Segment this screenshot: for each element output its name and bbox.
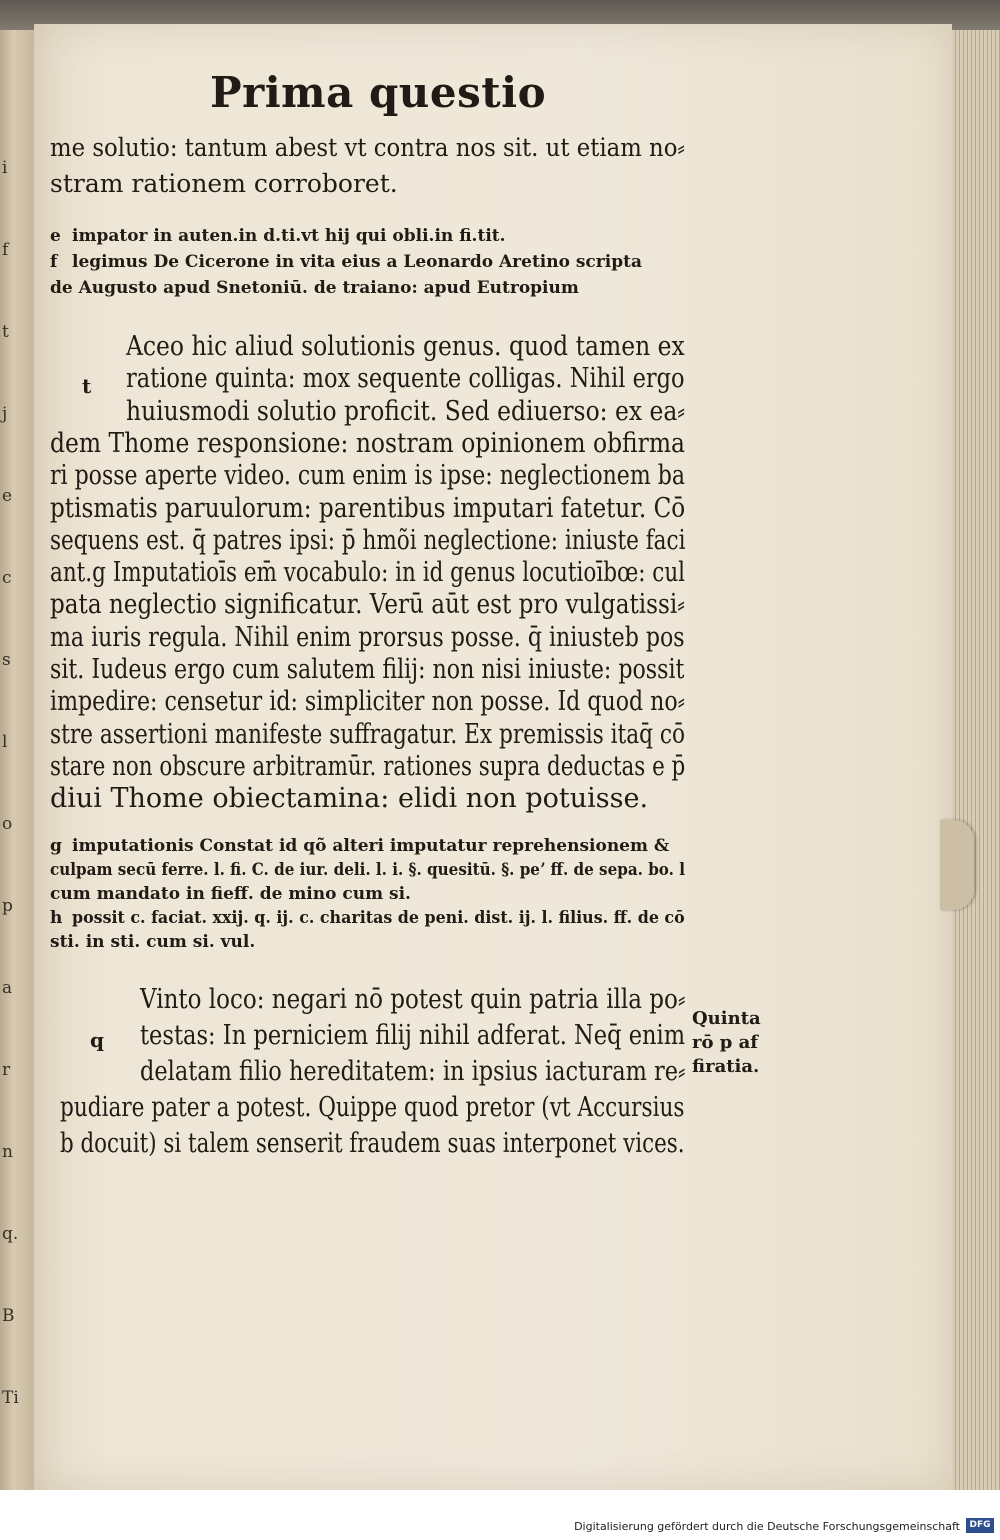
previous-leaf-text-fragment: t	[2, 322, 9, 342]
paragraph-line: stare non obscure arbitramūr. rationes supra deductas e p̄	[50, 750, 686, 782]
paragraph-line: ratione quinta: mox sequente colligas. Nihil ergo	[126, 363, 685, 395]
paragraph-line: sit. Iudeus ergo cum salutem filij: non nisi iniuste: possit	[50, 654, 685, 685]
paragraph-line: ant.g Imputatioīs em̄ vocabulo: in id genus locutioībœ: cul	[50, 557, 686, 589]
previous-leaf-text-fragment: Ti	[2, 1388, 19, 1408]
previous-leaf-text-fragment: q.	[2, 1224, 19, 1244]
paragraph-line: stre assertioni manifeste suffragatur. Ex premissis itaq̄ cō	[50, 718, 686, 750]
previous-leaf-text-fragment: n	[2, 1142, 13, 1162]
paragraph-line: huiusmodi solutio proficit. Sed ediuerso: ex ea⸗	[126, 395, 686, 427]
paragraph-line: sequens est. q̄ patres ipsi: p̄ hmõi neglectione: iniuste faci	[50, 524, 686, 556]
paragraph-line: testas: In perniciem filij nihil adferat. Neq̄ enim	[140, 1020, 686, 1051]
previous-leaf-text-fragment: s	[2, 650, 11, 670]
previous-leaf-text-fragment: o	[2, 814, 13, 834]
gloss-marker: h	[50, 908, 63, 928]
gloss-line: culpam secū ferre. l. fi. C. de iur. deli. l. i. §. quesitū. §. peʼ ff. de sepa. bo. l	[50, 860, 685, 880]
paragraph-line: Aceo hic aliud solutionis genus. quod tamen ex	[126, 331, 685, 362]
paragraph-line: pudiare pater a potest. Quippe quod pretor (vt Accursius	[60, 1092, 685, 1123]
paragraph-line: ptismatis paruulorum: parentibus imputari fatetur. Cō	[50, 492, 686, 524]
previous-leaf-text-fragment: r	[2, 1060, 11, 1080]
previous-leaf-text-fragment: j	[2, 404, 8, 424]
gloss-line: imputationis Constat id qõ alteri imputatur reprehensionem &	[72, 836, 670, 856]
paragraph-line: dem Thome responsione: nostram opinionem obfirma	[50, 427, 686, 459]
page-heading: Prima questio	[210, 68, 547, 117]
gloss-marker: f	[50, 252, 58, 272]
gloss-line: de Augusto apud Snetoniū. de traiano: apud Eutropium	[50, 278, 579, 298]
dfg-logo: DFG	[966, 1518, 994, 1533]
gloss-line: sti. in sti. cum si. vul.	[50, 932, 256, 952]
previous-leaf-text-fragment: f	[2, 240, 9, 260]
paragraph-line: ri posse aperte video. cum enim is ipse: neglectionem ba	[50, 460, 685, 492]
paragraph-initial-marker: q	[90, 1028, 104, 1052]
paragraph-line: Vinto loco: negari nō potest quin patria illa po⸗	[140, 984, 686, 1015]
paragraph-line: diui Thome obiectamina: elidi non potuisse.	[50, 783, 649, 815]
intro-line: stram rationem corroboret.	[50, 169, 398, 198]
gloss-line: impator in auten.in d.ti.vt hij qui obli.in fi.tit.	[72, 226, 506, 246]
previous-leaf-text-fragment: B	[2, 1306, 15, 1326]
gloss-marker: e	[50, 226, 61, 246]
margin-note-line: rō p af	[692, 1032, 759, 1053]
intro-line: me solutio: tantum abest vt contra nos sit. ut etiam no⸗	[50, 133, 686, 162]
funding-notice: Digitalisierung gefördert durch die Deutsche Forschungsgemeinschaft	[574, 1520, 960, 1533]
previous-leaf-text-fragment: a	[2, 978, 13, 998]
footer-bar	[0, 1490, 1000, 1540]
paragraph-line: delatam filio hereditatem: in ipsius iacturam re⸗	[140, 1056, 686, 1087]
bookmark-tab	[940, 820, 974, 910]
gloss-marker: g	[50, 836, 62, 856]
paragraph-line: b docuit) si talem senserit fraudem suas interponet vices.	[60, 1128, 685, 1159]
previous-leaf-text-fragment: c	[2, 568, 12, 588]
paragraph-line: pata neglectio significatur. Verū aūt est pro vulgatissi⸗	[50, 589, 685, 621]
margin-note-line: firatia.	[692, 1056, 760, 1077]
gloss-line: cum mandato in fieff. de mino cum si.	[50, 884, 411, 904]
gloss-line: legimus De Cicerone in vita eius a Leonardo Aretino scripta	[72, 252, 642, 272]
page-edges	[952, 30, 1000, 1490]
previous-leaf-text-fragment: i	[2, 158, 8, 178]
paragraph-line: ma iuris regula. Nihil enim prorsus posse. q̄ iniusteb pos	[50, 621, 685, 653]
previous-leaf-text-fragment: e	[2, 486, 13, 506]
paragraph-line: impedire: censetur id: simpliciter non posse. Id quod no⸗	[50, 686, 686, 718]
margin-note-line: Quinta	[692, 1008, 761, 1029]
previous-leaf-edge	[0, 30, 36, 1490]
paragraph-initial-marker: t	[82, 374, 92, 398]
previous-leaf-text-fragment: l	[2, 732, 8, 752]
previous-leaf-text-fragment: p	[2, 896, 13, 916]
gloss-line: possit c. faciat. xxij. q. ij. c. charitas de peni. dist. ij. l. filius. ff. de cō	[72, 908, 685, 928]
